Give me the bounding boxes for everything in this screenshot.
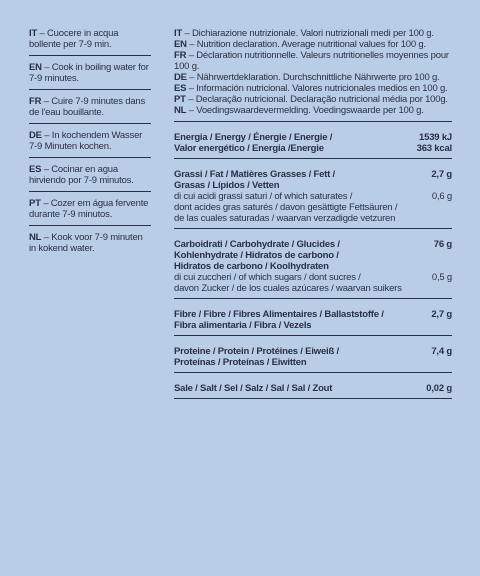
lang-code: NL: [29, 232, 42, 243]
lang-code: NL: [174, 105, 187, 116]
protein-label: Proteine / Protein / Protéines / Eiweiß /: [174, 346, 339, 357]
saturates-label-2: dont acides gras saturés / davon gesättigte Fettsäuren /: [174, 202, 398, 213]
fat-value: 2,7 g: [431, 169, 452, 180]
sugars-value: 0,5 g: [431, 272, 452, 283]
decl-it: [174, 28, 452, 39]
fibre-label: Fibre / Fibre / Fibres Alimentaires / Ballaststoffe /: [174, 309, 384, 320]
lang-code: FR: [174, 50, 187, 61]
decl-pt: [174, 94, 452, 105]
cooking-text: – Cocinar en agua hirviendo por 7-9 minutos.: [29, 164, 134, 186]
sugars-label-2: davon Zucker / de los cuales azúcares / waarvan suikers: [174, 283, 402, 294]
cooking-en: [29, 62, 151, 90]
cooking-nl: [29, 232, 151, 259]
nutrition-table: [174, 28, 452, 409]
cooking-instructions: [29, 28, 151, 265]
decl-fr: [174, 50, 452, 72]
energy-kj-value: 1539 kJ: [419, 132, 452, 143]
protein-value: 7,4 g: [431, 346, 452, 357]
fibre-row: [174, 309, 452, 336]
cooking-de: [29, 130, 151, 158]
carb-label-2: Kohlenhydrate / Hidratos de carbono /: [174, 250, 339, 261]
fat-label-2: Grasas / Lípidos / Vetten: [174, 180, 280, 191]
energy-label: Energia / Energy / Énergie / Energie /: [174, 132, 333, 143]
fat-label: Grassi / Fat / Matières Grasses / Fett /: [174, 169, 335, 180]
decl-en: [174, 39, 452, 50]
decl-text: – Dichiarazione nutrizionale. Valori nutrizionali medi per 100 g.: [182, 28, 434, 39]
decl-text: – Déclaration nutritionnelle. Valeurs nutritionelles moyennes pour 100 g.: [174, 50, 449, 72]
saturates-label-3: de las cuales saturadas / waarvan verzadigde vetzuren: [174, 213, 396, 224]
lang-code: EN: [174, 39, 187, 50]
salt-row: [174, 383, 452, 399]
sugars-label: di cui zuccheri / of which sugars / dont sucres /: [174, 272, 361, 283]
lang-code: DE: [174, 72, 187, 83]
decl-text: – Declaração nutricional. Declaração nutricional média por 100g.: [185, 94, 448, 105]
saturates-value: 0,6 g: [431, 191, 452, 202]
lang-code: PT: [29, 198, 41, 209]
cooking-text: – In kochendem Wasser 7-9 Minuten kochen.: [29, 130, 143, 152]
lang-code: PT: [174, 94, 186, 105]
decl-text: – Información nutricional. Valores nutricionales medios en 100 g.: [186, 83, 448, 94]
lang-code: ES: [29, 164, 42, 175]
carb-label-3: Hidratos de carbono / Koolhydraten: [174, 261, 329, 272]
energy-kcal-value: 363 kcal: [416, 143, 452, 154]
cooking-it: [29, 28, 151, 56]
decl-de: [174, 72, 452, 83]
decl-text: – Nährwertdeklaration. Durchschnittliche Nährwerte pro 100 g.: [186, 72, 440, 83]
nutrition-declaration: [174, 28, 452, 122]
cooking-fr: [29, 96, 151, 124]
energy-row: [174, 132, 452, 159]
cooking-text: – Cuire 7-9 minutes dans de l'eau bouillante.: [29, 96, 146, 118]
cooking-text: – Cook in boiling water for 7-9 minutes.: [29, 62, 149, 84]
cooking-text: – Kook voor 7-9 minuten in kokend water.: [29, 232, 143, 254]
protein-label-2: Proteínas / Proteínas / Eiwitten: [174, 357, 307, 368]
decl-nl: [174, 105, 452, 116]
cooking-pt: [29, 198, 151, 226]
protein-row: [174, 346, 452, 373]
cooking-text: – Cuocere in acqua bollente per 7-9 min.: [29, 28, 119, 50]
lang-code: IT: [174, 28, 183, 39]
carbohydrate-row: [174, 239, 452, 299]
lang-code: ES: [174, 83, 187, 94]
energy-label-2: Valor energético / Energia /Energie: [174, 143, 324, 154]
decl-es: [174, 83, 452, 94]
fibre-label-2: Fibra alimentaria / Fibra / Vezels: [174, 320, 312, 331]
decl-text: – Voedingswaardevermelding. Voedingswaarde per 100 g.: [186, 105, 424, 116]
cooking-es: [29, 164, 151, 192]
decl-text: – Nutrition declaration. Average nutritional values for 100 g.: [186, 39, 426, 50]
lang-code: IT: [29, 28, 38, 39]
lang-code: FR: [29, 96, 42, 107]
fat-row: [174, 169, 452, 229]
lang-code: DE: [29, 130, 42, 141]
saturates-label: di cui acidi grassi saturi / of which saturates /: [174, 191, 353, 202]
carb-value: 76 g: [433, 239, 452, 250]
salt-value: 0,02 g: [426, 383, 452, 394]
cooking-text: – Cozer em água fervente durante 7-9 minutos.: [29, 198, 149, 220]
salt-label: Sale / Salt / Sel / Salz / Sal / Sal / Zout: [174, 383, 333, 394]
carb-label: Carboidrati / Carbohydrate / Glucides /: [174, 239, 340, 250]
fibre-value: 2,7 g: [431, 309, 452, 320]
lang-code: EN: [29, 62, 42, 73]
